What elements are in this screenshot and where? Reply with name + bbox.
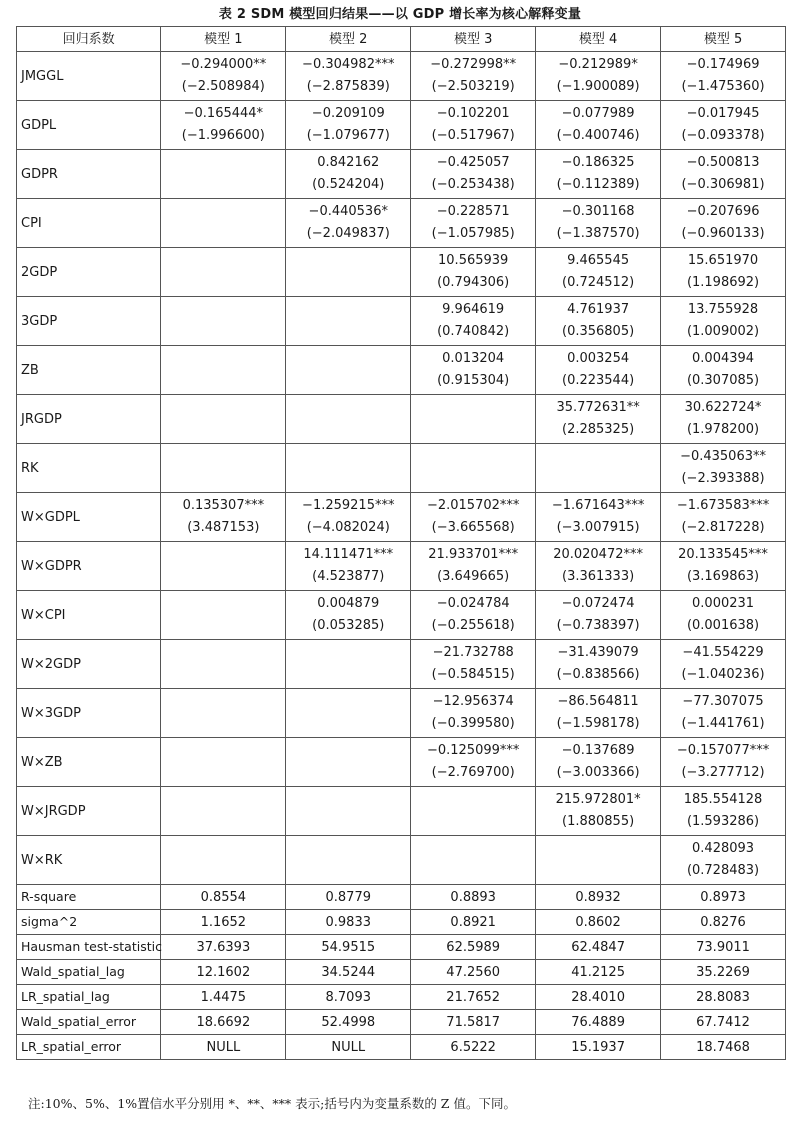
coefficient-cell (661, 346, 786, 395)
z-value: (−2.393388) (681, 471, 765, 486)
variable-name: W×GDPR (17, 542, 161, 591)
table-row (17, 52, 786, 101)
stat-row (17, 960, 786, 985)
z-value: (−1.040236) (681, 667, 765, 682)
variable-name: JMGGL (17, 52, 161, 101)
z-value: (1.880855) (562, 814, 635, 829)
z-value: (0.524204) (312, 177, 385, 192)
variable-name: CPI (17, 199, 161, 248)
z-value: (2.285325) (562, 422, 635, 437)
z-value: (−0.112389) (556, 177, 640, 192)
table-row (17, 689, 786, 738)
coefficient-cell (661, 52, 786, 101)
z-value: (−1.387570) (556, 226, 640, 241)
z-value: (−3.277712) (681, 765, 765, 780)
coefficient-cell (661, 199, 786, 248)
coefficient-cell (411, 395, 536, 444)
coefficient-value: −0.228571 (436, 204, 510, 219)
statistic-name: Hausman test-statistic (17, 935, 161, 960)
coefficient-value: −2.015702*** (426, 498, 520, 513)
coefficient-cell (411, 199, 536, 248)
coefficient-value: −0.425057 (436, 155, 510, 170)
table-row (17, 542, 786, 591)
coefficient-value: −0.174969 (686, 57, 760, 72)
coefficient-value: −1.671643*** (551, 498, 645, 513)
variable-name: RK (17, 444, 161, 493)
z-value: (−0.255618) (431, 618, 515, 633)
z-value: (−0.093378) (681, 128, 765, 143)
coefficient-cell (286, 199, 411, 248)
z-value: (1.593286) (686, 814, 760, 829)
coefficient-value: 14.111471*** (303, 547, 394, 562)
coefficient-value: −0.294000** (180, 57, 267, 72)
coefficient-cell (536, 297, 661, 346)
z-value: (1.198692) (686, 275, 760, 290)
table-row (17, 493, 786, 542)
coefficient-cell (536, 689, 661, 738)
z-value: (−1.079677) (306, 128, 390, 143)
z-value: (1.009002) (686, 324, 760, 339)
coefficient-value: 9.964619 (442, 302, 505, 317)
statistic-name: R-square (17, 885, 161, 910)
z-value: (−3.007915) (556, 520, 640, 535)
variable-name: W×GDPL (17, 493, 161, 542)
z-value: (−0.738397) (556, 618, 640, 633)
variable-name: W×3GDP (17, 689, 161, 738)
z-value: (0.740842) (437, 324, 510, 339)
coefficient-cell (161, 199, 286, 248)
coefficient-value: 0.004394 (692, 351, 755, 366)
z-value: (−3.665568) (431, 520, 515, 535)
coefficient-value: 0.004879 (317, 596, 380, 611)
stat-row (17, 1010, 786, 1035)
coefficient-cell (286, 248, 411, 297)
coefficient-cell (161, 836, 286, 885)
coefficient-cell (536, 493, 661, 542)
z-value: (0.307085) (686, 373, 760, 388)
stat-row (17, 885, 786, 910)
table-row (17, 199, 786, 248)
header-model: 模型 2 (286, 27, 411, 52)
coefficient-cell (286, 101, 411, 150)
z-value: (−2.508984) (181, 79, 265, 94)
coefficient-value: −0.500813 (686, 155, 760, 170)
coefficient-value: 0.135307*** (182, 498, 265, 513)
table-row (17, 787, 786, 836)
coefficient-value: −1.673583*** (676, 498, 770, 513)
coefficient-value: 13.755928 (687, 302, 759, 317)
coefficient-value: 30.622724* (684, 400, 762, 415)
statistic-name: Wald_spatial_error (17, 1010, 161, 1035)
z-value: (−0.400746) (556, 128, 640, 143)
coefficient-cell (661, 787, 786, 836)
coefficient-cell (661, 101, 786, 150)
coefficient-value: 0.428093 (692, 841, 755, 856)
coefficient-cell (536, 395, 661, 444)
coefficient-cell (661, 640, 786, 689)
table-row (17, 395, 786, 444)
coefficient-value: −12.956374 (432, 694, 514, 709)
z-value: (−0.584515) (431, 667, 515, 682)
coefficient-value: 4.761937 (567, 302, 630, 317)
statistic-value: 41.2125 (536, 960, 661, 985)
statistic-value: NULL (286, 1035, 411, 1060)
coefficient-cell (286, 836, 411, 885)
table-row (17, 297, 786, 346)
z-value: (1.978200) (686, 422, 760, 437)
statistic-value: 0.8779 (286, 885, 411, 910)
statistic-value: 18.6692 (161, 1010, 286, 1035)
coefficient-value: −77.307075 (682, 694, 764, 709)
coefficient-value: −41.554229 (682, 645, 764, 660)
z-value: (0.794306) (437, 275, 510, 290)
statistic-value: 0.9833 (286, 910, 411, 935)
coefficient-cell (661, 689, 786, 738)
z-value: (−0.960133) (681, 226, 765, 241)
statistic-value: 37.6393 (161, 935, 286, 960)
coefficient-cell (661, 395, 786, 444)
z-value: (−0.306981) (681, 177, 765, 192)
z-value: (−1.900089) (556, 79, 640, 94)
table-caption: 表 2 SDM 模型回归结果——以 GDP 增长率为核心解释变量 (218, 7, 582, 22)
coefficient-value: 10.565939 (438, 253, 509, 268)
statistic-name: LR_spatial_lag (17, 985, 161, 1010)
coefficient-cell (661, 493, 786, 542)
coefficient-value: −1.259215*** (302, 498, 395, 513)
coefficient-cell (161, 689, 286, 738)
table-row (17, 346, 786, 395)
coefficient-cell (411, 787, 536, 836)
coefficient-cell (286, 787, 411, 836)
coefficient-cell (286, 346, 411, 395)
variable-name: W×CPI (17, 591, 161, 640)
coefficient-value: 20.020472*** (553, 547, 643, 562)
coefficient-cell (161, 787, 286, 836)
coefficient-value: −0.207696 (686, 204, 760, 219)
coefficient-cell (286, 150, 411, 199)
coefficient-cell (411, 297, 536, 346)
coefficient-cell (536, 444, 661, 493)
statistic-value: 35.2269 (661, 960, 786, 985)
statistic-value: 0.8276 (661, 910, 786, 935)
z-value: (−0.253438) (431, 177, 515, 192)
coefficient-cell (411, 101, 536, 150)
coefficient-cell (661, 542, 786, 591)
z-value: (0.915304) (437, 373, 510, 388)
z-value: (−1.057985) (431, 226, 515, 241)
coefficient-value: 15.651970 (687, 253, 759, 268)
variable-name: 2GDP (17, 248, 161, 297)
z-value: (3.649665) (437, 569, 510, 584)
coefficient-value: −0.072474 (561, 596, 635, 611)
coefficient-value: −0.301168 (561, 204, 635, 219)
z-value: (−2.503219) (431, 79, 515, 94)
coefficient-cell (411, 444, 536, 493)
coefficient-cell (536, 346, 661, 395)
coefficient-cell (161, 591, 286, 640)
z-value: (0.001638) (686, 618, 760, 633)
coefficient-cell (286, 738, 411, 787)
stat-row (17, 1035, 786, 1060)
statistic-value: 0.8554 (161, 885, 286, 910)
coefficient-value: −0.209109 (311, 106, 385, 121)
coefficient-cell (536, 542, 661, 591)
table-note: 注:10%、5%、1%置信水平分别用 *、**、*** 表示;括号内为变量系数的 Z 值。下同。 (28, 1096, 516, 1111)
coefficient-cell (536, 787, 661, 836)
coefficient-value: −0.186325 (561, 155, 635, 170)
coefficient-cell (286, 395, 411, 444)
coefficient-value: −31.439079 (557, 645, 639, 660)
coefficient-cell (536, 248, 661, 297)
z-value: (−2.769700) (431, 765, 515, 780)
coefficient-cell (536, 738, 661, 787)
coefficient-value: 21.933701*** (428, 547, 519, 562)
z-value: (−0.517967) (431, 128, 515, 143)
coefficient-value: 185.554128 (683, 792, 763, 807)
statistic-value: 12.1602 (161, 960, 286, 985)
statistic-value: 34.5244 (286, 960, 411, 985)
coefficient-cell (161, 444, 286, 493)
coefficient-cell (161, 493, 286, 542)
coefficient-cell (411, 248, 536, 297)
statistic-name: Wald_spatial_lag (17, 960, 161, 985)
coefficient-value: −0.077989 (561, 106, 635, 121)
z-value: (3.169863) (686, 569, 760, 584)
statistic-value: 67.7412 (661, 1010, 786, 1035)
statistic-value: 0.8893 (411, 885, 536, 910)
statistic-value: 62.5989 (411, 935, 536, 960)
stat-row (17, 985, 786, 1010)
table-row (17, 101, 786, 150)
header-model: 模型 5 (661, 27, 786, 52)
statistic-value: 76.4889 (536, 1010, 661, 1035)
coefficient-value: −0.212989* (558, 57, 638, 72)
z-value: (0.053285) (312, 618, 385, 633)
coefficient-cell (161, 395, 286, 444)
statistic-value: 6.5222 (411, 1035, 536, 1060)
coefficient-cell (536, 150, 661, 199)
coefficient-cell (161, 248, 286, 297)
statistic-value: 0.8921 (411, 910, 536, 935)
coefficient-cell (661, 738, 786, 787)
coefficient-cell (411, 52, 536, 101)
statistic-name: sigma^2 (17, 910, 161, 935)
coefficient-value: 0.000231 (692, 596, 755, 611)
coefficient-value: 0.003254 (567, 351, 630, 366)
coefficient-cell (286, 493, 411, 542)
coefficient-value: −0.017945 (686, 106, 760, 121)
header-var: 回归系数 (17, 27, 161, 52)
header-model: 模型 1 (161, 27, 286, 52)
coefficient-cell (536, 199, 661, 248)
coefficient-cell (661, 248, 786, 297)
statistic-value: 0.8932 (536, 885, 661, 910)
statistic-value: 62.4847 (536, 935, 661, 960)
table-row (17, 150, 786, 199)
z-value: (−1.475360) (681, 79, 765, 94)
z-value: (−2.817228) (681, 520, 765, 535)
variable-name: ZB (17, 346, 161, 395)
z-value: (0.223544) (562, 373, 635, 388)
statistic-value: 18.7468 (661, 1035, 786, 1060)
z-value: (0.724512) (562, 275, 635, 290)
coefficient-value: −0.157077*** (676, 743, 770, 758)
variable-name: GDPR (17, 150, 161, 199)
statistic-value: 1.1652 (161, 910, 286, 935)
coefficient-cell (286, 52, 411, 101)
table-row (17, 836, 786, 885)
coefficient-cell (161, 52, 286, 101)
coefficient-value: 9.465545 (567, 253, 630, 268)
coefficient-cell (411, 738, 536, 787)
coefficient-cell (661, 836, 786, 885)
coefficient-value: 20.133545*** (678, 547, 768, 562)
statistic-value: 28.8083 (661, 985, 786, 1010)
coefficient-cell (161, 738, 286, 787)
header-row (17, 27, 786, 52)
statistic-value: 8.7093 (286, 985, 411, 1010)
coefficient-cell (411, 542, 536, 591)
coefficient-value: −0.137689 (561, 743, 635, 758)
z-value: (−4.082024) (306, 520, 390, 535)
statistic-value: 28.4010 (536, 985, 661, 1010)
coefficient-value: −0.165444* (183, 106, 264, 121)
z-value: (0.728483) (686, 863, 760, 878)
coefficient-cell (536, 836, 661, 885)
coefficient-cell (161, 542, 286, 591)
z-value: (3.487153) (187, 520, 260, 535)
table-row (17, 640, 786, 689)
statistic-value: 52.4998 (286, 1010, 411, 1035)
coefficient-cell (411, 150, 536, 199)
variable-name: 3GDP (17, 297, 161, 346)
header-model: 模型 4 (536, 27, 661, 52)
coefficient-value: −86.564811 (557, 694, 639, 709)
coefficient-cell (536, 640, 661, 689)
coefficient-cell (411, 689, 536, 738)
statistic-value: 21.7652 (411, 985, 536, 1010)
table-row (17, 444, 786, 493)
coefficient-cell (161, 640, 286, 689)
z-value: (4.523877) (312, 569, 385, 584)
z-value: (−3.003366) (556, 765, 640, 780)
coefficient-value: −0.272998** (430, 57, 517, 72)
statistic-value: 0.8602 (536, 910, 661, 935)
variable-name: W×ZB (17, 738, 161, 787)
z-value: (−1.598178) (556, 716, 640, 731)
coefficient-cell (286, 689, 411, 738)
coefficient-cell (411, 640, 536, 689)
coefficient-cell (536, 101, 661, 150)
coefficient-value: −21.732788 (432, 645, 514, 660)
coefficient-cell (411, 493, 536, 542)
table-row (17, 738, 786, 787)
coefficient-cell (661, 297, 786, 346)
statistic-value: 1.4475 (161, 985, 286, 1010)
statistic-name: LR_spatial_error (17, 1035, 161, 1060)
statistic-value: 71.5817 (411, 1010, 536, 1035)
coefficient-value: 35.772631** (556, 400, 640, 415)
z-value: (−2.049837) (306, 226, 390, 241)
statistic-value: 54.9515 (286, 935, 411, 960)
z-value: (−0.838566) (556, 667, 640, 682)
coefficient-value: −0.304982*** (302, 57, 395, 72)
coefficient-cell (286, 591, 411, 640)
variable-name: JRGDP (17, 395, 161, 444)
variable-name: W×JRGDP (17, 787, 161, 836)
coefficient-cell (536, 591, 661, 640)
header-model: 模型 3 (411, 27, 536, 52)
coefficient-cell (286, 444, 411, 493)
z-value: (−0.399580) (431, 716, 515, 731)
z-value: (3.361333) (562, 569, 635, 584)
statistic-value: 47.2560 (411, 960, 536, 985)
statistic-value: NULL (161, 1035, 286, 1060)
variable-name: GDPL (17, 101, 161, 150)
statistic-value: 0.8973 (661, 885, 786, 910)
coefficient-value: −0.435063** (680, 449, 766, 464)
coefficient-cell (286, 297, 411, 346)
stat-row (17, 935, 786, 960)
coefficient-cell (661, 591, 786, 640)
coefficient-cell (661, 444, 786, 493)
coefficient-value: 0.842162 (317, 155, 380, 170)
regression-table (16, 26, 786, 1060)
z-value: (−2.875839) (306, 79, 390, 94)
coefficient-cell (161, 150, 286, 199)
coefficient-cell (536, 52, 661, 101)
coefficient-cell (161, 297, 286, 346)
coefficient-cell (286, 640, 411, 689)
coefficient-cell (286, 542, 411, 591)
table-row (17, 591, 786, 640)
z-value: (0.356805) (562, 324, 635, 339)
coefficient-cell (411, 836, 536, 885)
coefficient-cell (161, 346, 286, 395)
coefficient-value: −0.125099*** (426, 743, 520, 758)
statistic-value: 73.9011 (661, 935, 786, 960)
statistic-value: 15.1937 (536, 1035, 661, 1060)
coefficient-cell (661, 150, 786, 199)
stat-row (17, 910, 786, 935)
coefficient-cell (161, 101, 286, 150)
coefficient-value: −0.440536* (308, 204, 388, 219)
coefficient-cell (411, 346, 536, 395)
coefficient-value: −0.024784 (436, 596, 510, 611)
coefficient-value: 215.972801* (555, 792, 641, 807)
z-value: (−1.441761) (681, 716, 765, 731)
variable-name: W×RK (17, 836, 161, 885)
coefficient-value: −0.102201 (436, 106, 510, 121)
z-value: (−1.996600) (181, 128, 265, 143)
variable-name: W×2GDP (17, 640, 161, 689)
table-row (17, 248, 786, 297)
coefficient-cell (411, 591, 536, 640)
coefficient-value: 0.013204 (442, 351, 505, 366)
